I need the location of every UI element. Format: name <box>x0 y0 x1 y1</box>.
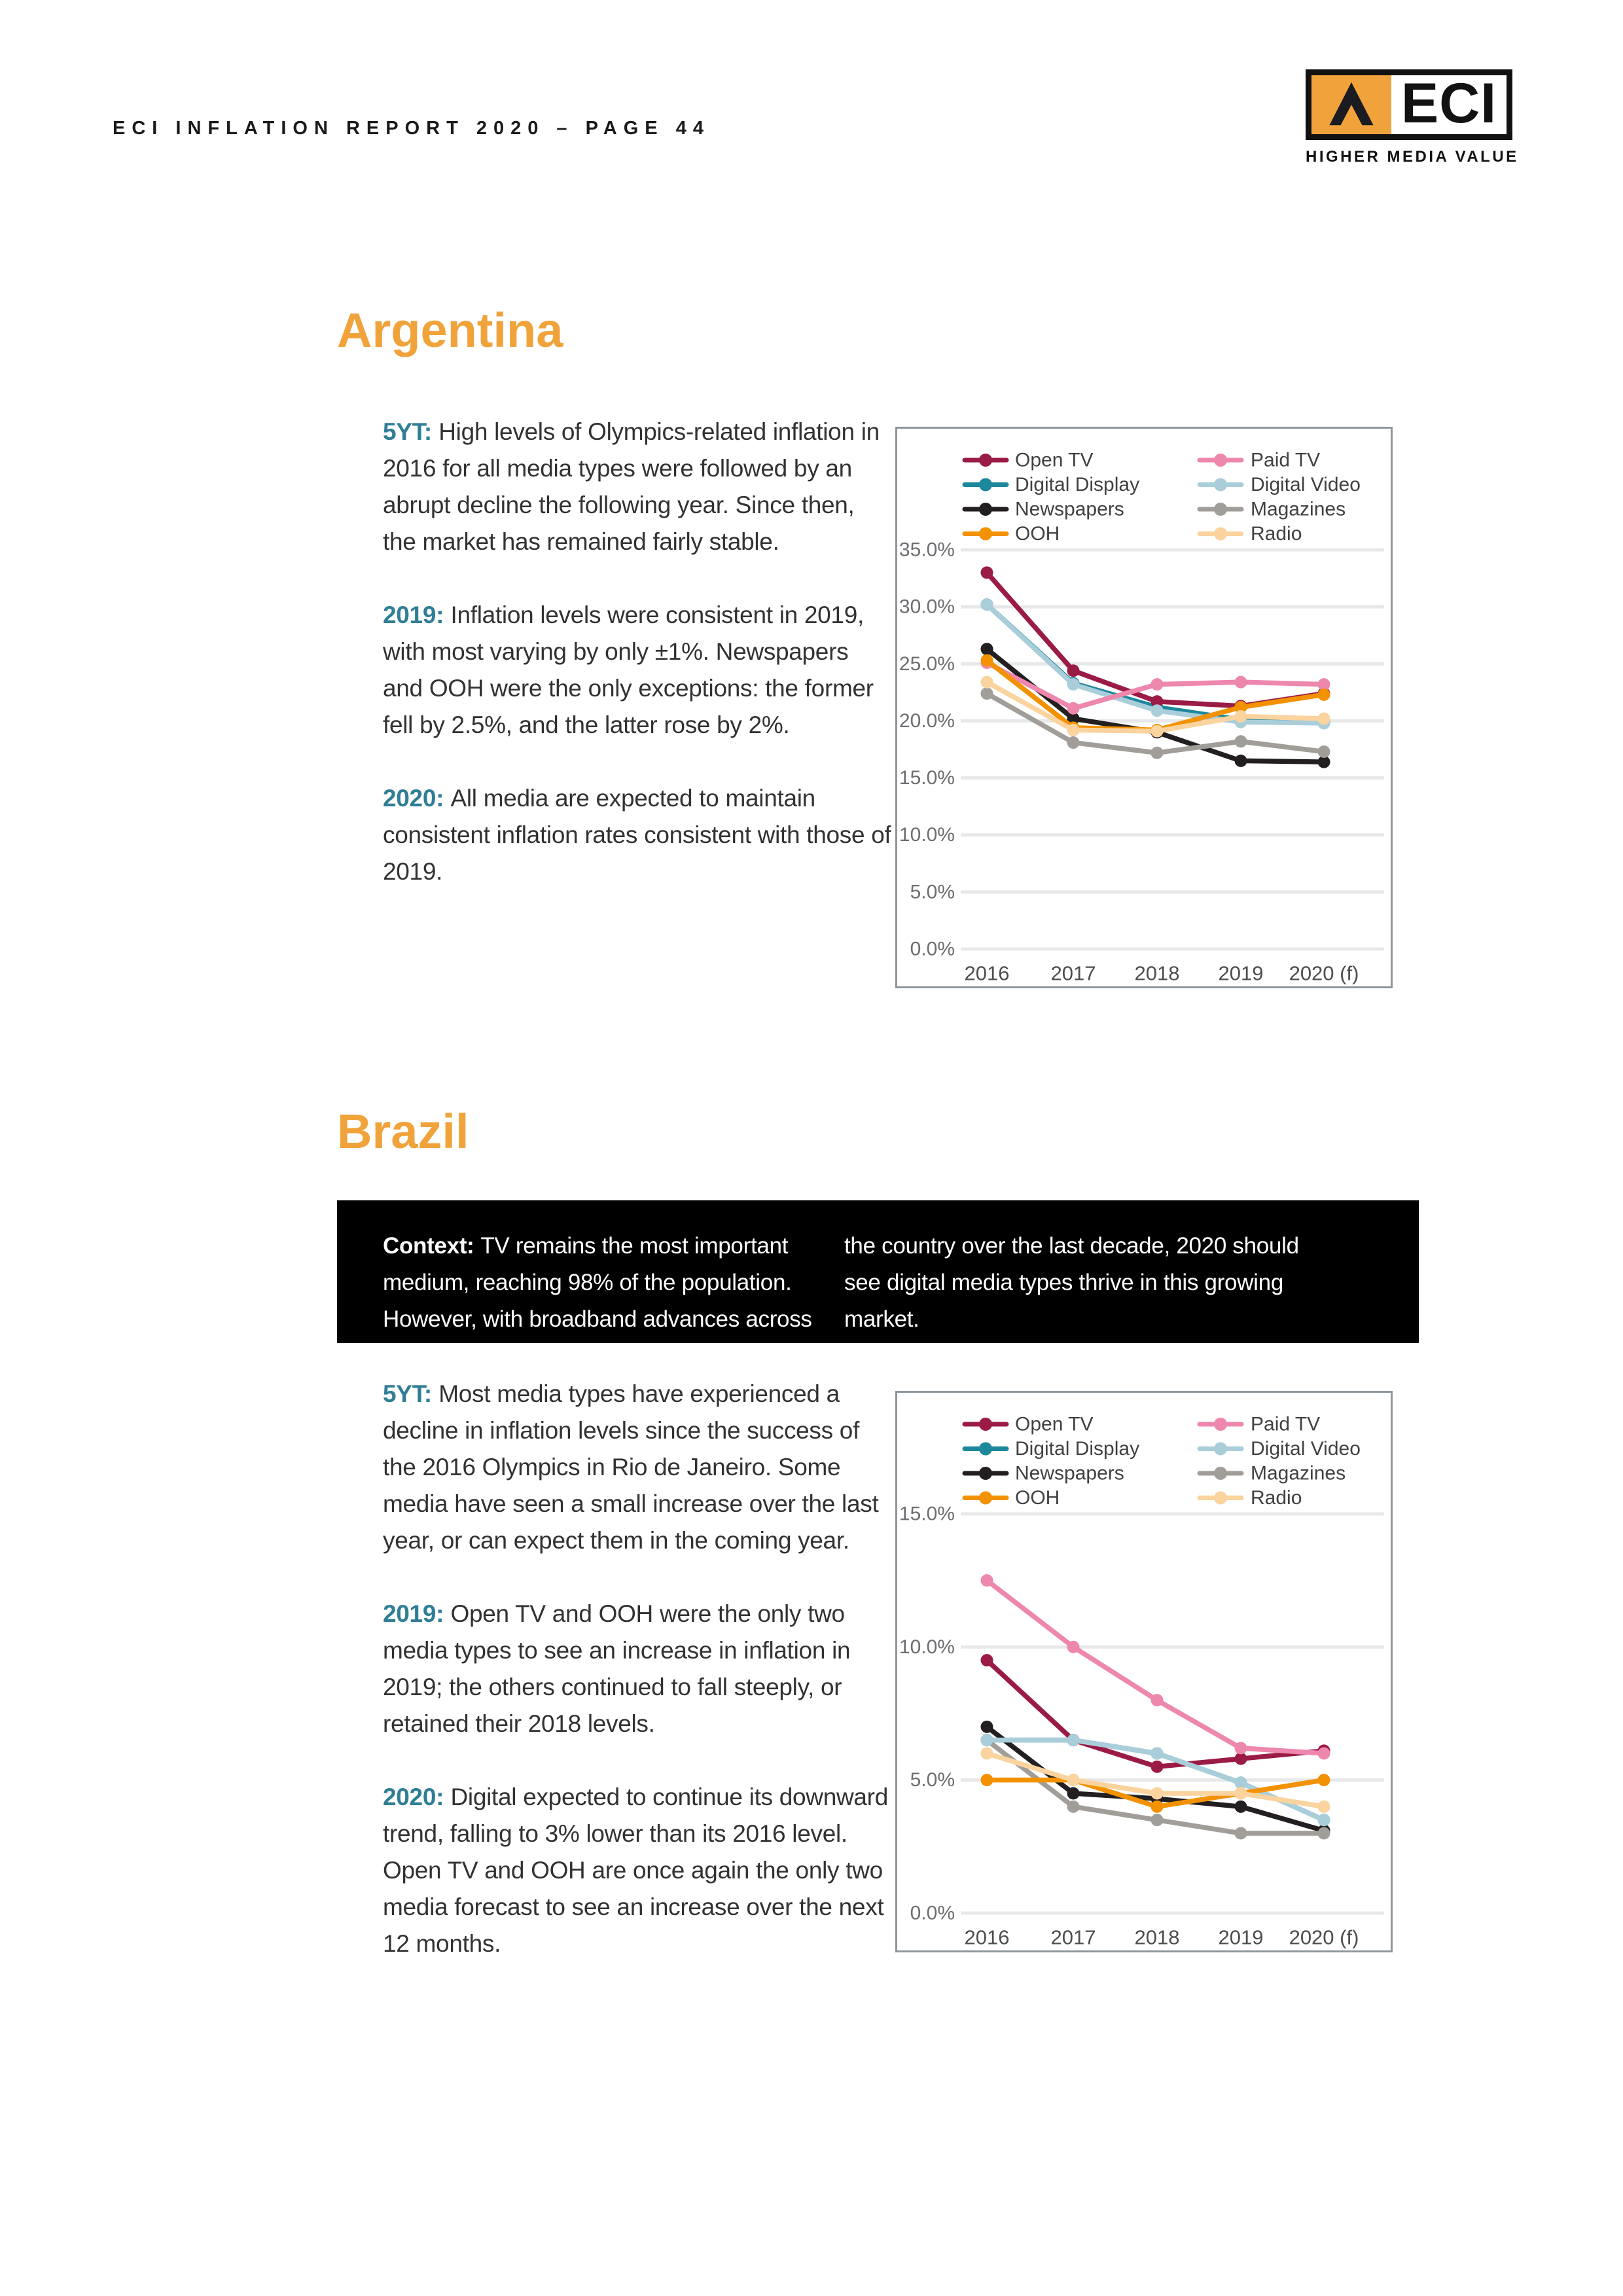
legend-item-digital-display <box>965 1443 1007 1456</box>
y-tick-label: 25.0% <box>899 653 955 675</box>
argentina-paragraph-5yt <box>383 414 892 560</box>
series-line <box>987 1581 1324 1753</box>
context-body-2: the country over the last decade, 2020 should see digital media types thrive in this growing market. <box>844 1233 1299 1332</box>
legend-item-open-tv <box>965 1418 1007 1431</box>
legend-dot-swatch <box>979 503 992 516</box>
paragraph-lead-2020: 2020: <box>383 1784 444 1810</box>
data-point <box>1318 745 1330 758</box>
brazil-paragraph-2019 <box>383 1596 892 1742</box>
data-point <box>981 1734 993 1746</box>
argentina-paragraph-2020 <box>383 780 892 890</box>
legend-item-digital-display <box>965 478 1007 492</box>
context-paragraph-1 <box>383 1228 841 1338</box>
argentina-paragraph-2019 <box>383 597 892 744</box>
data-point <box>1318 1774 1330 1786</box>
data-point <box>1318 712 1330 725</box>
data-point <box>1067 1641 1080 1653</box>
series-open-tv <box>981 566 1330 712</box>
y-tick-label: 10.0% <box>899 1636 955 1658</box>
data-point <box>981 598 993 611</box>
legend-label: OOH <box>1015 523 1060 545</box>
data-point <box>1151 1787 1164 1800</box>
paragraph-body: High levels of Olympics-related inflation in 2016 for all media types were followed by an abrupt decline the following year. Since then, the market has remained fairly stable. <box>383 418 880 555</box>
eci-arrow-icon <box>1311 75 1391 134</box>
legend-label: Radio <box>1251 1487 1302 1509</box>
y-tick-label: 35.0% <box>899 539 955 561</box>
paragraph-body: Digital expected to continue its downward trend, falling to 3% lower than its 2016 level. Open TV and OOH are once again the only two media forecast to see an increase over the next 12 months. <box>383 1784 888 1957</box>
data-point <box>981 655 993 667</box>
paragraph-lead-2020: 2020: <box>383 785 444 812</box>
data-point <box>1235 1827 1247 1840</box>
data-point <box>1151 1801 1164 1813</box>
data-point <box>981 687 993 700</box>
legend-dot-swatch <box>979 1492 992 1505</box>
data-point <box>1067 724 1080 736</box>
x-axis-labels <box>965 1926 1359 1949</box>
data-point <box>1151 725 1164 738</box>
report-header: ECI INFLATION REPORT 2020 – PAGE 44 <box>113 118 710 139</box>
gridline <box>961 662 1384 666</box>
legend-item-ooh <box>965 528 1007 541</box>
legend-item-digital-video <box>1200 1443 1241 1456</box>
legend-label: Digital Video <box>1251 1438 1361 1460</box>
gridline <box>961 948 1384 951</box>
data-point <box>981 1748 993 1760</box>
data-point <box>1318 1814 1330 1826</box>
legend-label: Open TV <box>1015 1413 1094 1435</box>
paragraph-body: Open TV and OOH were the only two media types to see an increase in inflation in 2019; the others continued to fall steeply, or retained their 2018 levels. <box>383 1600 851 1737</box>
gridline <box>961 890 1384 893</box>
legend-dot-swatch <box>1214 454 1227 467</box>
legend-dot-swatch <box>979 1467 992 1480</box>
y-tick-label: 0.0% <box>910 1902 955 1924</box>
data-point <box>1318 1801 1330 1813</box>
chart-legend <box>965 1414 1361 1509</box>
context-body-1: TV remains the most important medium, reaching 98% of the population. However, with broadband advances across <box>383 1233 812 1332</box>
data-point <box>981 1774 993 1786</box>
data-point <box>1067 664 1080 677</box>
gridline <box>961 776 1384 780</box>
data-point <box>981 1721 993 1733</box>
legend-dot-swatch <box>979 1418 992 1431</box>
context-column-2 <box>844 1228 1315 1338</box>
paragraph-body: Inflation levels were consistent in 2019, with most varying by only ±1%. Newspapers and OOH were the only exceptions: the former fell by 2.5%, and the latter rose by 2%. <box>383 601 874 738</box>
data-point <box>1235 1787 1247 1800</box>
legend-label: Paid TV <box>1251 449 1321 471</box>
data-point <box>1151 747 1164 759</box>
chart-legend <box>965 450 1361 545</box>
legend-dot-swatch <box>979 478 992 492</box>
paragraph-body: All media are expected to maintain consistent inflation rates consistent with those of 2019. <box>383 785 891 885</box>
data-point <box>1151 704 1164 717</box>
legend-label: Digital Video <box>1251 474 1361 495</box>
legend-label: Newspapers <box>1015 1462 1124 1484</box>
data-point <box>1067 702 1080 715</box>
y-tick-label: 10.0% <box>899 824 955 846</box>
legend-label: Open TV <box>1015 449 1094 471</box>
data-point <box>1235 676 1247 689</box>
legend-item-radio <box>1200 528 1241 541</box>
data-point <box>1318 689 1330 701</box>
data-point <box>1151 678 1164 691</box>
legend-item-magazines <box>1200 1467 1241 1480</box>
data-point <box>1235 755 1247 767</box>
legend-item-open-tv <box>965 454 1007 467</box>
data-point <box>1067 1774 1080 1786</box>
context-column-1 <box>383 1228 841 1338</box>
brazil-text-column <box>383 1376 892 1999</box>
legend-dot-swatch <box>979 528 992 541</box>
y-tick-label: 15.0% <box>899 767 955 789</box>
x-tick-label: 2018 <box>1134 1926 1180 1949</box>
y-tick-label: 30.0% <box>899 596 955 618</box>
data-point <box>1151 1694 1164 1706</box>
eci-logo-box <box>1306 69 1512 140</box>
paragraph-lead-5yt: 5YT: <box>383 418 432 445</box>
x-tick-label: 2019 <box>1218 961 1264 985</box>
data-point <box>1151 1748 1164 1760</box>
x-axis-labels <box>965 962 1359 985</box>
paragraph-lead-5yt: 5YT: <box>383 1380 432 1407</box>
data-point <box>1235 1753 1247 1765</box>
x-tick-label: 2016 <box>964 961 1010 985</box>
data-point <box>1235 1801 1247 1813</box>
legend-dot-swatch <box>979 1443 992 1456</box>
legend-dot-swatch <box>1214 528 1227 541</box>
eci-logo <box>1306 69 1519 166</box>
data-point <box>1067 1787 1080 1800</box>
legend-item-radio <box>1200 1492 1241 1505</box>
data-point <box>1151 1814 1164 1826</box>
argentina-text-column <box>383 414 892 927</box>
legend-dot-swatch <box>1214 478 1227 492</box>
gridlines-and-y-axis <box>899 1503 1384 1924</box>
data-point <box>981 643 993 655</box>
data-point <box>1067 1734 1080 1746</box>
data-point <box>1318 1748 1330 1760</box>
x-tick-label: 2018 <box>1134 961 1180 985</box>
legend-label: Digital Display <box>1015 474 1140 495</box>
eci-logo-letters: ECI <box>1400 71 1497 135</box>
data-point <box>1151 1761 1164 1773</box>
legend-dot-swatch <box>1214 1492 1227 1505</box>
gridline <box>961 548 1384 552</box>
data-point <box>981 1574 993 1587</box>
brazil-inflation-chart <box>895 1391 1393 1952</box>
legend-dot-swatch <box>1214 1418 1227 1431</box>
x-tick-label: 2017 <box>1050 961 1096 985</box>
legend-item-ooh <box>965 1492 1007 1505</box>
legend-label: Newspapers <box>1015 498 1124 520</box>
argentina-inflation-chart <box>895 427 1393 988</box>
legend-label: Radio <box>1251 523 1302 545</box>
y-tick-label: 5.0% <box>910 1769 955 1791</box>
data-point <box>981 676 993 689</box>
gridline <box>961 1645 1384 1649</box>
legend-item-paid-tv <box>1200 1418 1241 1431</box>
data-point <box>1235 1776 1247 1789</box>
data-point <box>1235 1742 1247 1754</box>
y-tick-label: 0.0% <box>910 938 955 960</box>
legend-label: OOH <box>1015 1487 1060 1509</box>
brazil-paragraph-2020 <box>383 1779 892 1962</box>
argentina-section-title: Argentina <box>337 303 563 357</box>
paragraph-lead-2019: 2019: <box>383 1600 444 1627</box>
context-lead: Context: <box>383 1233 474 1259</box>
legend-label: Digital Display <box>1015 1438 1140 1460</box>
legend-dot-swatch <box>979 454 992 467</box>
x-tick-label: 2019 <box>1218 1926 1264 1949</box>
legend-label: Magazines <box>1251 1462 1346 1484</box>
argentina-media-inflation-svg <box>897 429 1391 986</box>
paragraph-lead-2019: 2019: <box>383 601 444 628</box>
data-point <box>1067 1801 1080 1813</box>
data-point <box>1067 678 1080 691</box>
legend-item-newspapers <box>965 1467 1007 1480</box>
legend-item-digital-video <box>1200 478 1241 492</box>
data-point <box>981 1654 993 1666</box>
y-tick-label: 5.0% <box>910 881 955 903</box>
data-point <box>1318 1827 1330 1840</box>
legend-label: Magazines <box>1251 498 1346 520</box>
gridline <box>961 833 1384 836</box>
legend-dot-swatch <box>1214 1467 1227 1480</box>
legend-item-paid-tv <box>1200 454 1241 467</box>
gridline <box>961 1513 1384 1516</box>
series-paid-tv <box>981 1574 1330 1759</box>
gridline <box>961 605 1384 609</box>
legend-item-newspapers <box>965 503 1007 516</box>
legend-item-magazines <box>1200 503 1241 516</box>
brazil-section-title: Brazil <box>337 1104 469 1158</box>
data-point <box>1235 735 1247 747</box>
brazil-context-box <box>337 1200 1419 1343</box>
data-point <box>1235 710 1247 723</box>
legend-dot-swatch <box>1214 1443 1227 1456</box>
paragraph-body: Most media types have experienced a decline in inflation levels since the success of the 2016 Olympics in Rio de Janeiro. Some media have seen a small increase over the last year, or can expect them in the coming year. <box>383 1380 879 1554</box>
y-tick-label: 15.0% <box>899 1503 955 1525</box>
x-tick-label: 2020 (f) <box>1289 1926 1359 1949</box>
data-point <box>981 566 993 579</box>
legend-label: Paid TV <box>1251 1413 1321 1435</box>
eci-logo-tagline: HIGHER MEDIA VALUE <box>1306 148 1519 166</box>
data-point <box>1067 736 1080 749</box>
brazil-media-inflation-svg <box>897 1393 1391 1950</box>
x-tick-label: 2020 (f) <box>1289 961 1359 985</box>
y-tick-label: 20.0% <box>899 709 955 732</box>
legend-dot-swatch <box>1214 503 1227 516</box>
brazil-paragraph-5yt <box>383 1376 892 1559</box>
x-tick-label: 2017 <box>1050 1926 1096 1949</box>
x-tick-label: 2016 <box>964 1926 1010 1949</box>
gridline <box>961 1912 1384 1915</box>
